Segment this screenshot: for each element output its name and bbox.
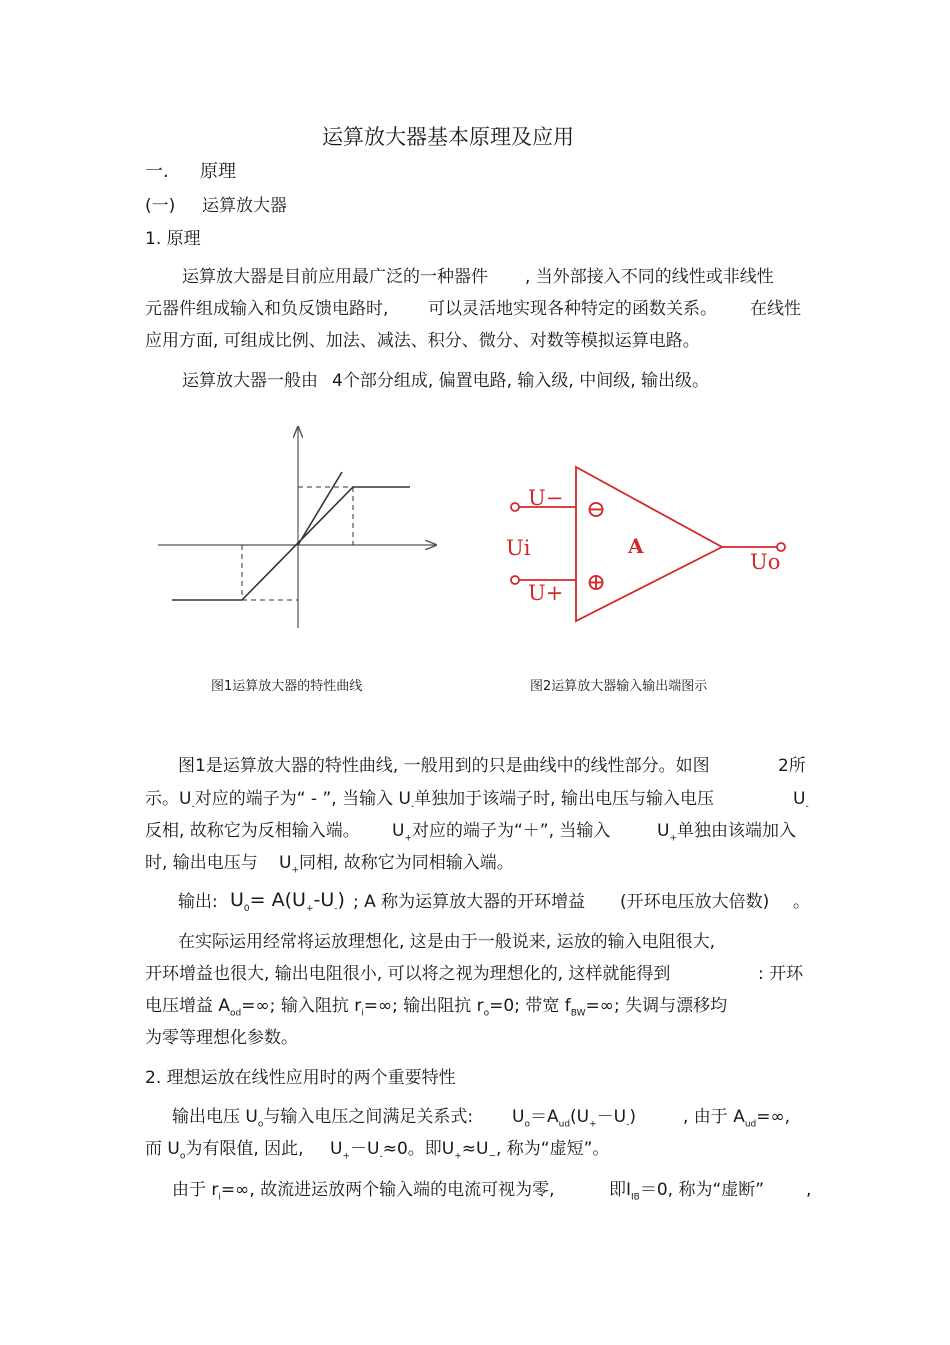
para6-a: 由于 $r_i=\infty$, 故流进运放两个输入端的电流可视为零, xyxy=(172,1180,555,1203)
figure2-caption: 图2运算放大器输入输出端图示 xyxy=(530,679,708,694)
page-title: 运算放大器基本原理及应用 xyxy=(322,125,574,149)
para5-line1b: $U_o=A_{ud}(U_+-U_-)$ xyxy=(512,1107,636,1130)
para5-line2a: 而 $U_o$为有限值, 因此, xyxy=(145,1139,304,1162)
noninverting-terminal xyxy=(511,576,519,584)
uo-label: Uo xyxy=(750,550,781,574)
figure1-characteristic-curve xyxy=(150,420,450,635)
output-end: 。 xyxy=(793,892,810,912)
para1-line3: 应用方面, 可组成比例、加法、减法、积分、微分、对数等模拟运算电路。 xyxy=(145,331,700,351)
ui-label: Ui xyxy=(506,536,531,560)
section-number: 一. xyxy=(145,161,169,182)
sub-heading-2: 2. 理想运放在线性应用时的两个重要特性 xyxy=(145,1068,456,1088)
para4-line1: 在实际运用经常将运放理想化, 这是由于一般说来, 运放的输入电阻很大, xyxy=(178,932,716,952)
figure1-caption: 图1运算放大器的特性曲线 xyxy=(211,679,363,694)
para3-line2: 示。$U_-$对应的端子为“ - ”, 当输入 $U_-$单独加于该端子时, 输出电压与输入电压 xyxy=(145,789,714,812)
para3-line4b: $U_+$同相, 故称它为同相输入端。 xyxy=(279,853,514,876)
subsection-number: (一) xyxy=(145,196,176,216)
para4-line3: 电压增益 $A_{od}=\infty$; 输入阻抗 $r_i=\infty$; 输出阻抗 $r_o=0$; 带宽 $f_{BW}=\infty$; 失调与漂移均 xyxy=(145,996,728,1019)
para4-line2a: 开环增益也很大, 输出电阻很小, 可以将之视为理想化的, 这样就能得到 xyxy=(145,964,671,984)
gain-label: A xyxy=(628,534,644,558)
para1-line2a: 元器件组成输入和负反馈电路时, xyxy=(145,299,389,319)
subsection-title: 运算放大器 xyxy=(202,196,287,216)
para3-line1b: 2所 xyxy=(778,756,806,776)
minus-symbol: ⊖ xyxy=(586,495,607,523)
para4-line4: 为零等理想化参数。 xyxy=(145,1028,298,1048)
para2-b: 4个部分组成, 偏置电路, 输入级, 中间级, 输出级。 xyxy=(332,371,710,391)
output-desc: ; A 称为运算放大器的开环增益 xyxy=(353,892,586,912)
para1-line2b: 可以灵活地实现各种特定的函数关系。 xyxy=(428,299,717,319)
para3-line3a: 反相, 故称它为反相输入端。 xyxy=(145,821,360,841)
para3-line3b: $U_+$对应的端子为“＋”, 当输入 xyxy=(392,821,611,844)
para5-line1c: , 由于 $A_{ud}=\infty$, xyxy=(683,1107,791,1130)
opamp-triangle xyxy=(576,467,722,621)
para1-line1a: 运算放大器是目前应用最广泛的一种器件 xyxy=(182,267,488,287)
para3-line4a: 时, 输出电压与 xyxy=(145,853,258,873)
para4-line2b: : 开环 xyxy=(758,964,804,984)
u-minus-label: U− xyxy=(528,486,564,510)
para6-b: 即$I_{IB}=0$, 称为“虚断” xyxy=(609,1180,765,1203)
output-label: 输出: xyxy=(178,892,218,912)
sub-heading-1: 1. 原理 xyxy=(145,229,201,249)
output-paren: (开环电压放大倍数) xyxy=(620,892,770,912)
para1-line2c: 在线性 xyxy=(750,299,801,319)
para3-line1a: 图1是运算放大器的特性曲线, 一般用到的只是曲线中的线性部分。如图 xyxy=(178,756,710,776)
figure2-opamp-diagram xyxy=(490,455,800,630)
inverting-terminal xyxy=(511,503,519,511)
saturation-curve xyxy=(172,487,410,600)
plus-symbol: ⊕ xyxy=(586,568,607,596)
para3-line3c: $U_+$单独由该端加入 xyxy=(657,821,796,844)
u-plus-label: U+ xyxy=(528,581,564,605)
para1-line1b: , 当外部接入不同的线性或非线性 xyxy=(525,267,774,287)
para5-line1a: 输出电压 $U_o$与输入电压之间满足关系式: xyxy=(172,1107,474,1130)
para3-line2-end: $U_-$ xyxy=(793,789,809,812)
para5-line2b: $U_+-U_-\approx 0$。即$U_+\approx U_-$, 称为“虚短”。 xyxy=(330,1139,610,1162)
ideal-slope-line xyxy=(298,472,342,545)
para6-end: , xyxy=(806,1180,812,1200)
output-formula: $U_0= A(U_+-U_-)$ xyxy=(230,889,345,914)
para2-a: 运算放大器一般由 xyxy=(182,371,318,391)
section-title: 原理 xyxy=(200,161,236,182)
